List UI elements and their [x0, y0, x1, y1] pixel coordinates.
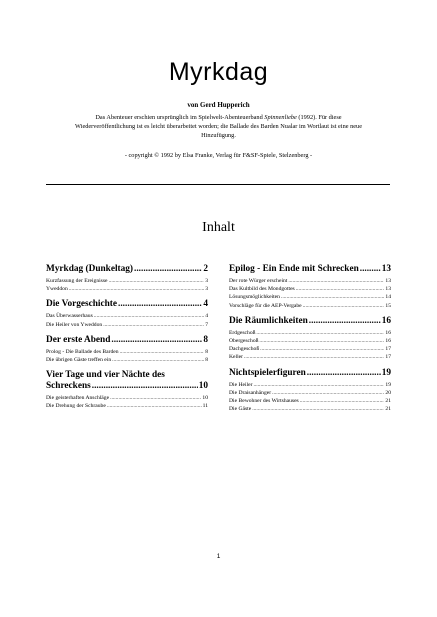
- toc-leader: [288, 277, 384, 285]
- toc-right-column: [229, 264, 391, 413]
- toc-item-title: Lösungsmöglichkeiten: [229, 294, 280, 301]
- toc-leader: [103, 321, 204, 329]
- toc-item: [46, 394, 208, 402]
- toc-section: [46, 264, 208, 275]
- toc-page-number: 2: [203, 264, 208, 274]
- intro-paragraph: [70, 113, 367, 140]
- toc-page-number: 17: [385, 354, 391, 361]
- toc-item-title: Die Gäste: [229, 406, 252, 413]
- toc-item: [46, 356, 208, 364]
- toc-item: [229, 389, 391, 397]
- toc-section-title: Der erste Abend: [46, 334, 111, 345]
- toc-item-title: Die übrigen Gäste treffen ein: [46, 357, 112, 364]
- toc-item-title: Keller: [229, 354, 243, 361]
- toc-item-title: Yweddon: [46, 286, 68, 293]
- toc-leader: [92, 381, 198, 392]
- toc-page-number: 15: [385, 302, 391, 309]
- toc-page-number: 4: [205, 313, 208, 320]
- toc-item: [229, 405, 391, 413]
- toc-page-number: 7: [205, 321, 208, 328]
- toc-leader: [252, 405, 384, 413]
- toc-page-number: 19: [381, 367, 391, 378]
- toc-item-title: Die Bewohner des Wirtshauses: [229, 398, 299, 405]
- intro-text-part1: Das Abenteuer erschien ursprünglich im Spielwelt-Abenteuerband: [95, 114, 263, 121]
- toc-page-number: 10: [202, 395, 208, 402]
- toc-leader: [272, 389, 384, 397]
- toc-section-title: Die Vorgeschichte: [46, 299, 118, 310]
- toc-item-title: Vorschläge für die AEP-Vergabe: [229, 302, 302, 309]
- toc-leader: [281, 293, 384, 301]
- toc-leader: [110, 394, 201, 402]
- toc-leader: [112, 356, 204, 364]
- toc-item: [229, 285, 391, 293]
- toc-section-title-line2: Schreckens: [46, 381, 91, 392]
- toc-page-number: 16: [385, 338, 391, 345]
- toc-item-title: Der rote Würger erscheint: [229, 278, 288, 284]
- toc-item: [229, 302, 391, 310]
- toc-section: [46, 370, 208, 392]
- toc-page-number: 21: [385, 398, 391, 405]
- toc-item: [229, 293, 391, 301]
- toc-item: [229, 345, 391, 353]
- toc-item: [229, 353, 391, 361]
- horizontal-divider: [46, 184, 390, 185]
- toc-section: [46, 299, 208, 310]
- toc-page-number: 13: [381, 264, 391, 274]
- toc-page-number: 17: [385, 346, 391, 353]
- toc-item: [46, 285, 208, 293]
- toc-item-title: Die Drehung der Schraube: [46, 403, 106, 410]
- toc-item-title: Kurzfassung der Ereignisse: [46, 278, 108, 284]
- toc-page-number: 14: [385, 294, 391, 301]
- toc-leader: [296, 285, 385, 293]
- toc-item: [46, 312, 208, 320]
- toc-item-title: Die Heiler: [229, 381, 253, 388]
- toc-page-number: 16: [385, 329, 391, 336]
- toc-item-title: Das Überwasserhaus: [46, 313, 93, 320]
- page-number: 1: [216, 553, 221, 560]
- toc-leader: [260, 345, 384, 353]
- toc-section-title: Epilog - Ein Ende mit Schrecken: [229, 264, 359, 274]
- toc-leader: [307, 368, 381, 379]
- toc-page-number: 3: [205, 278, 208, 284]
- copyright-line: - copyright © 1992 by Elsa Franke, Verlag für F&SF-Spiele, Stelzenberg -: [124, 152, 313, 159]
- toc-item: [229, 277, 391, 285]
- toc-item-title: Dachgeschoß: [229, 346, 260, 353]
- toc-page-number: 13: [385, 286, 391, 293]
- intro-book-title: Spinnenliebe: [264, 114, 297, 121]
- toc-item-title: Die geisterhaften Anschläge: [46, 395, 110, 402]
- toc-leader: [109, 277, 205, 285]
- toc-item: [46, 402, 208, 410]
- document-title: Myrkdag: [168, 58, 269, 86]
- toc-item: [229, 329, 391, 337]
- toc-item-title: Die Draisanhänger: [229, 389, 272, 396]
- toc-page-number: 8: [203, 334, 208, 345]
- toc-leader: [111, 335, 202, 346]
- toc-item-title: Die Heiler von Yweddon: [46, 321, 103, 328]
- toc-section-title: Die Räumlichkeiten: [229, 315, 308, 326]
- intro-text-part2: (1992). Für diese Wiederveröffentlichung ist es leicht überarbeitet worden; die Ballade des Barden Nualar im Wortlaut ist eine neue Hinzufügung.: [75, 114, 362, 139]
- toc-item-title: Erdgeschoß: [229, 329, 256, 336]
- toc-leader: [309, 316, 381, 327]
- toc-left-column: [46, 264, 208, 411]
- toc-leader: [107, 402, 202, 410]
- toc-item: [46, 348, 208, 356]
- toc-page-number: 3: [205, 286, 208, 293]
- toc-leader: [256, 329, 384, 337]
- toc-page-number: 4: [203, 299, 208, 310]
- toc-leader: [69, 285, 204, 293]
- toc-leader: [360, 264, 381, 275]
- toc-page-number: 11: [202, 403, 208, 410]
- toc-leader: [134, 264, 202, 275]
- toc-leader: [118, 299, 202, 310]
- toc-item-title: Obergeschoß: [229, 338, 259, 345]
- toc-page-number: 21: [385, 406, 391, 413]
- toc-leader: [120, 348, 205, 356]
- toc-item-title: Das Kultbild des Mondgottes: [229, 286, 295, 293]
- toc-page-number: 19: [385, 381, 391, 388]
- toc-section: [229, 316, 391, 327]
- toc-leader: [253, 381, 384, 389]
- toc-section: [229, 368, 391, 379]
- toc-heading: Inhalt: [202, 220, 235, 235]
- toc-page-number: 8: [205, 348, 208, 355]
- toc-page-number: 13: [385, 278, 391, 284]
- toc-item-title: Prolog - Die Ballade des Barden: [46, 348, 119, 355]
- toc-page-number: 8: [205, 357, 208, 364]
- toc-section: [46, 335, 208, 346]
- toc-leader: [259, 337, 384, 345]
- toc-item: [229, 337, 391, 345]
- toc-item: [46, 321, 208, 329]
- toc-leader: [94, 312, 204, 320]
- toc-page-number: 20: [385, 389, 391, 396]
- toc-section-title: Nichtspielerfiguren: [229, 367, 306, 378]
- toc-page-number: 10: [198, 381, 208, 392]
- toc-item: [229, 397, 391, 405]
- toc-leader: [303, 302, 385, 310]
- toc-section-title-line1: Vier Tage und vier Nächte des: [46, 370, 165, 381]
- toc-item: [46, 277, 208, 285]
- toc-item: [229, 381, 391, 389]
- toc-section-title: Myrkdag (Dunkeltag): [46, 264, 134, 274]
- author-line: von Gerd Hupperich: [187, 101, 250, 109]
- toc-leader: [244, 353, 384, 361]
- toc-page-number: 16: [381, 315, 391, 326]
- toc-leader: [300, 397, 385, 405]
- toc-section: [229, 264, 391, 275]
